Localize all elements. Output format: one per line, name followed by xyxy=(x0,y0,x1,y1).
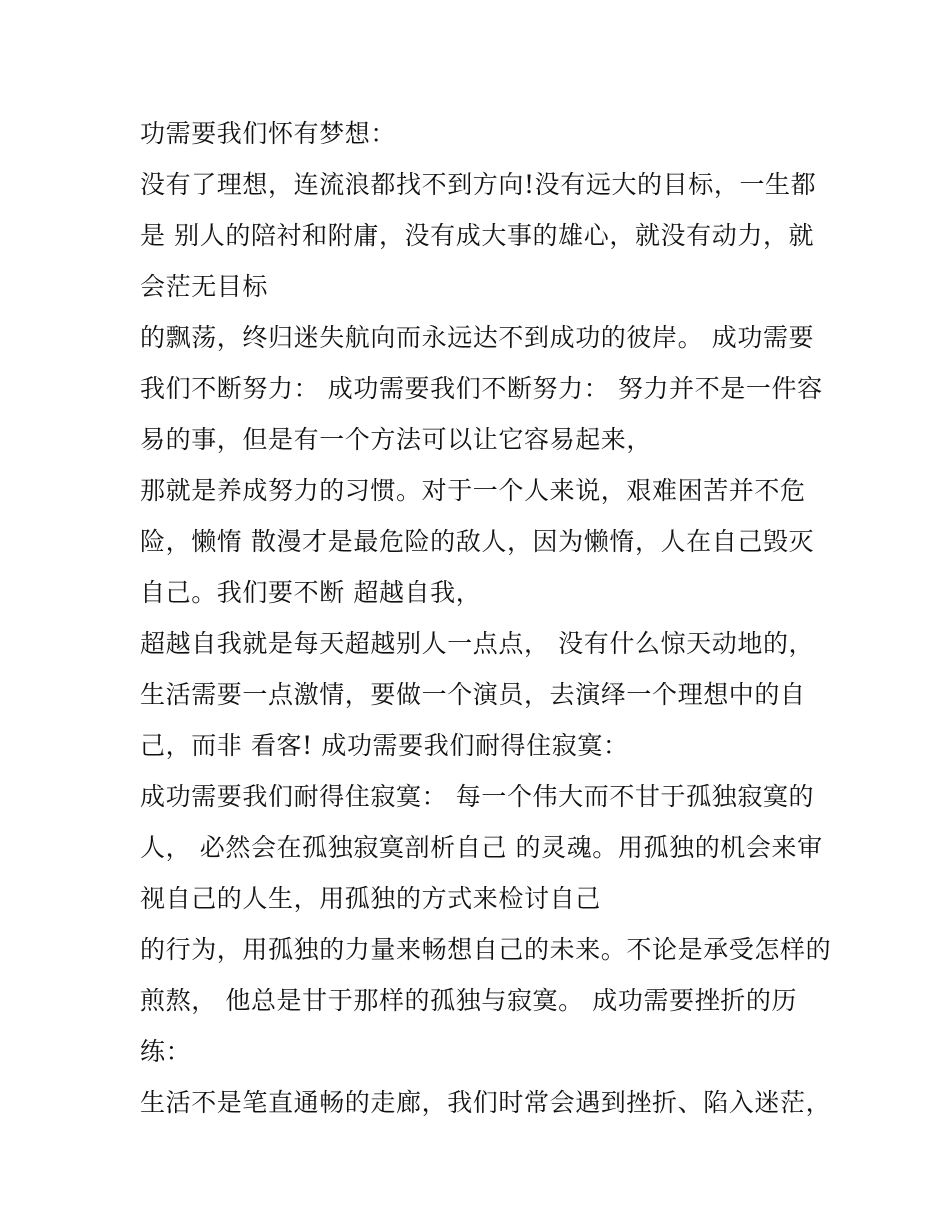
text-line: 生活需要一点激情，要做一个演员，去演绎一个理想中的自 xyxy=(140,680,806,709)
text-line: 的飘荡，终归迷失航向而永远达不到成功的彼岸。 成功需要 xyxy=(140,323,815,352)
body-text xyxy=(140,108,830,1128)
text-line: 会茫无目标 xyxy=(140,272,269,301)
text-line: 易的事，但是有一个方法可以让它容易起来， xyxy=(140,425,653,454)
text-line: 的行为，用孤独的力量来畅想自己的未来。不论是承受怎样的 xyxy=(140,935,832,964)
text-line: 没有了理想，连流浪都找不到方向!没有远大的目标，一生都 xyxy=(140,170,817,199)
text-line: 己，而非 看客! 成功需要我们耐得住寂寞： xyxy=(140,731,629,760)
text-line: 那就是养成努力的习惯。对于一个人来说，艰难困苦并不危 xyxy=(140,476,806,505)
text-line: 练： xyxy=(140,1037,192,1066)
text-line: 人， 必然会在孤独寂寞剖析自己 的灵魂。用孤独的机会来审 xyxy=(140,833,823,862)
text-line: 险，懒惰 散漫才是最危险的敌人，因为懒惰，人在自己毁灭 xyxy=(140,527,815,556)
text-line: 我们不断努力： 成功需要我们不断努力： 努力并不是一件容 xyxy=(140,374,823,403)
text-line: 煎熬， 他总是甘于那样的孤独与寂寞。 成功需要挫折的历 xyxy=(140,986,798,1015)
text-line: 视自己的人生，用孤独的方式来检讨自己 xyxy=(140,884,601,913)
text-line: 是 别人的陪衬和附庸，没有成大事的雄心，就没有动力，就 xyxy=(140,221,815,250)
text-line: 成功需要我们耐得住寂寞： 每一个伟大而不甘于孤独寂寞的 xyxy=(140,782,815,811)
text-line: 自己。我们要不断 超越自我， xyxy=(140,578,482,607)
text-line: 功需要我们怀有梦想： xyxy=(140,119,397,148)
text-line: 生活不是笔直通畅的走廊，我们时常会遇到挫折、陷入迷茫， xyxy=(140,1088,832,1117)
text-line: 超越自我就是每天超越别人一点点， 没有什么惊天动地的， xyxy=(140,629,815,658)
